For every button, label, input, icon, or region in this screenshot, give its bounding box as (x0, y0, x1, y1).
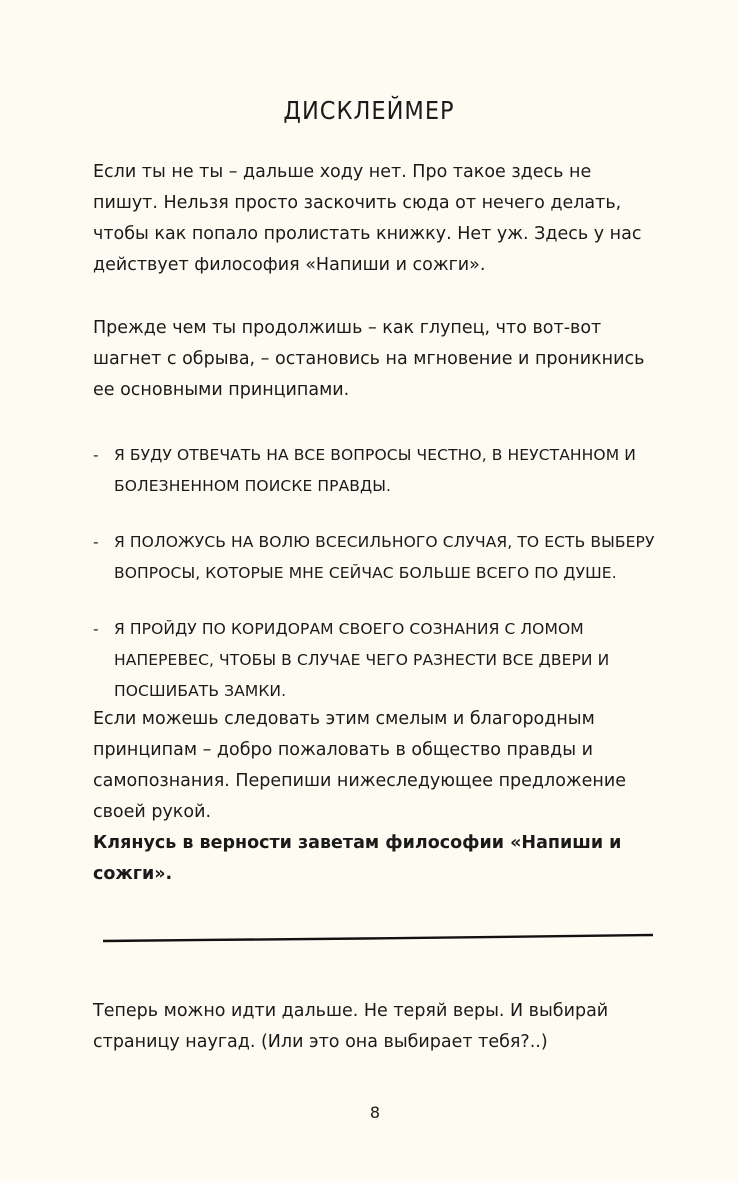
principle-item (93, 527, 663, 589)
dash-bullet: - (93, 446, 99, 464)
closing-paragraph: Теперь можно идти дальше. Не теряй веры. И выбирай страницу наугад. (Или это она выбирает тебя?..) (93, 1001, 609, 1052)
dash-bullet: - (93, 620, 99, 638)
page-title: ДИСКЛЕЙМЕР (283, 96, 455, 125)
principle-text: Я ПОЛОЖУСЬ НА ВОЛЮ ВСЕСИЛЬНОГО СЛУЧАЯ, ТО ЕСТЬ ВЫБЕРУ ВОПРОСЫ, КОТОРЫЕ МНЕ СЕЙЧАС БОЛЬШЕ ВСЕГО ПО ДУШЕ. (114, 533, 655, 582)
principle-item (93, 440, 663, 502)
page-number: 8 (369, 1103, 381, 1122)
handwriting-line[interactable] (103, 932, 653, 944)
welcome-paragraph: Если можешь следовать этим смелым и благородным принципам – добро пожаловать в общество правды и самопознания. Перепиши нижеследующее предложение своей рукой. (93, 709, 627, 822)
oath-sentence: Клянусь в верности заветам философии «Напиши и сожги». (93, 833, 622, 884)
dash-bullet: - (93, 533, 99, 551)
principles-list (93, 440, 663, 732)
principle-item (93, 614, 663, 707)
intro-paragraph: Если ты не ты – дальше ходу нет. Про такое здесь не пишут. Нельзя просто заскочить сюда от нечего делать, чтобы как попало пролистать книжку. Нет уж. Здесь у нас действует философия «Напиши и сожги». (93, 162, 642, 275)
principle-text: Я ПРОЙДУ ПО КОРИДОРАМ СВОЕГО СОЗНАНИЯ С ЛОМОМ НАПЕРЕВЕС, ЧТОБЫ В СЛУЧАЕ ЧЕГО РАЗНЕСТИ ВСЕ ДВЕРИ И ПОСШИБАТЬ ЗАМКИ. (114, 620, 610, 700)
principles-intro-paragraph: Прежде чем ты продолжишь – как глупец, что вот-вот шагнет с обрыва, – остановись на мгновение и проникнись ее основными принципами. (93, 318, 645, 400)
principle-text: Я БУДУ ОТВЕЧАТЬ НА ВСЕ ВОПРОСЫ ЧЕСТНО, В НЕУСТАННОМ И БОЛЕЗНЕННОМ ПОИСКЕ ПРАВДЫ. (114, 446, 636, 495)
